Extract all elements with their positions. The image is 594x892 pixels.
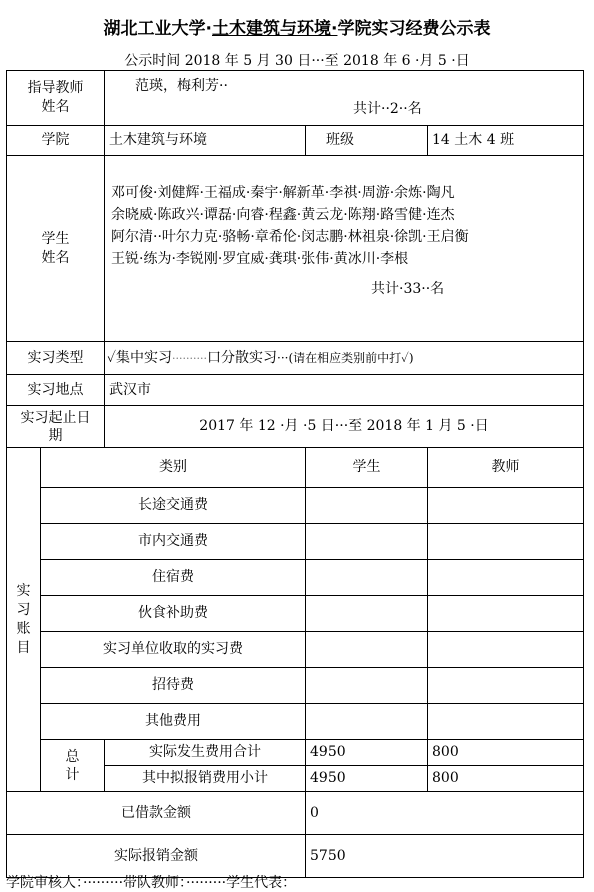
account-row (7, 560, 584, 596)
title-suffix: 学院实习经费公示表 (337, 19, 491, 39)
period-row (7, 406, 584, 448)
advisor-label-line1: 指导教师 (27, 80, 84, 96)
option-concentrated: ✓集中实习 (107, 349, 173, 366)
student-names-line: 邓可俊·刘健辉·王福成·秦宇·解新革·李祺·周游·余炼·陶凡 (111, 185, 455, 201)
account-teacher-cell (428, 560, 584, 596)
borrowed-label: 已借款金额 (7, 792, 306, 835)
account-name: 住宿费 (41, 560, 306, 596)
account-teacher-cell (428, 632, 584, 668)
subtotal-student-value: 4950 (306, 766, 428, 792)
account-row (7, 668, 584, 704)
students-label-line1: 学生 (41, 230, 70, 247)
period-value: 2017 年 12 ·月 ·5 日···至 2018 年 1 月 5 ·日 (105, 406, 584, 448)
document-title (0, 14, 594, 39)
account-row (7, 632, 584, 668)
total-char: 总 (65, 748, 80, 765)
expense-table (6, 70, 584, 878)
side-char: 实 (16, 582, 31, 599)
college-label: 学院 (7, 126, 105, 156)
account-student-cell (306, 704, 428, 740)
location-label: 实习地点 (7, 375, 105, 406)
side-char: 账 (16, 620, 31, 637)
period-label-line2: 期 (48, 427, 63, 444)
college-row (7, 126, 584, 156)
location-row (7, 375, 584, 406)
header-teacher: 教师 (428, 448, 584, 488)
college-value: 土木建筑与环境 (105, 126, 306, 156)
option-dots: ·········· (172, 351, 207, 365)
account-student-cell (306, 596, 428, 632)
borrowed-value: 0 (306, 792, 584, 835)
side-char: 目 (16, 639, 31, 656)
advisor-value-cell (105, 71, 584, 126)
borrowed-row (7, 792, 584, 835)
students-value-cell (105, 156, 584, 342)
students-label-line2: 姓名 (41, 249, 70, 266)
student-names-line: 阿尔清··叶尔力克·骆畅·章希伦·闵志鹏·林祖泉·徐凯·王启衡 (111, 229, 469, 245)
accounts-side-label (7, 448, 41, 792)
total-char: 计 (65, 766, 80, 783)
account-teacher-cell (428, 704, 584, 740)
reimbursed-value: 5750 (306, 835, 584, 878)
student-names (109, 156, 579, 270)
class-value: 14 土木 4 班 (428, 126, 584, 156)
title-prefix: 湖北工业大学· (103, 19, 212, 39)
students-count: 共计·33··名 (371, 281, 445, 297)
signature-line: 学院审核人：·········带队教师：·········学生代表： (6, 875, 297, 891)
students-label-cell (7, 156, 105, 342)
advisor-names: 范瑛，梅利芳·· (135, 78, 228, 94)
student-names-line: 王锐·练为·李锐刚·罗宜威·龚琪·张伟·黄冰川·李根 (111, 251, 409, 267)
account-name: 实习单位收取的实习费 (41, 632, 306, 668)
header-student: 学生 (306, 448, 428, 488)
practice-type-row (7, 342, 584, 375)
total-name: 实际发生费用合计 (105, 740, 306, 766)
account-student-cell (306, 488, 428, 524)
title-college: 土木建筑与环境· (212, 19, 338, 39)
practice-type-note: ···(请在相应类别前中打✓) (277, 350, 414, 365)
reimbursed-label: 实际报销金额 (7, 835, 306, 878)
account-row (7, 704, 584, 740)
account-name: 长途交通费 (41, 488, 306, 524)
account-teacher-cell (428, 668, 584, 704)
account-student-cell (306, 560, 428, 596)
side-char: 习 (16, 601, 31, 618)
accounts-header-row (7, 448, 584, 488)
practice-type-label: 实习类型 (7, 342, 105, 375)
subtotal-teacher-value: 800 (428, 766, 584, 792)
account-teacher-cell (428, 524, 584, 560)
account-student-cell (306, 632, 428, 668)
account-teacher-cell (428, 488, 584, 524)
account-row (7, 524, 584, 560)
subtotal-name: 其中拟报销费用小计 (105, 766, 306, 792)
period-label-cell (7, 406, 105, 448)
advisor-label-line2: 姓名 (41, 99, 70, 115)
total-teacher-value: 800 (428, 740, 584, 766)
publish-time: 公示时间 2018 年 5 月 30 日···至 2018 年 6 ·月 5 ·日 (124, 53, 470, 69)
total-student-value: 4950 (306, 740, 428, 766)
account-name: 其他费用 (41, 704, 306, 740)
students-row (7, 156, 584, 342)
account-row (7, 596, 584, 632)
class-label: 班级 (306, 126, 428, 156)
account-name: 伙食补助费 (41, 596, 306, 632)
account-row (7, 488, 584, 524)
advisor-count: 共计··2··名 (353, 101, 422, 117)
account-student-cell (306, 524, 428, 560)
header-category: 类别 (41, 448, 306, 488)
account-teacher-cell (428, 596, 584, 632)
account-name: 招待费 (41, 668, 306, 704)
account-student-cell (306, 668, 428, 704)
advisor-label-cell (7, 71, 105, 126)
period-label-line1: 实习起止日 (20, 409, 91, 426)
location-value: 武汉市 (105, 375, 584, 406)
total-label (41, 740, 105, 792)
practice-type-value (105, 342, 584, 375)
advisor-row (7, 71, 584, 126)
account-name: 市内交通费 (41, 524, 306, 560)
total-row (7, 740, 584, 766)
student-names-line: 余晓威·陈政兴·谭磊·向睿·程鑫·黄云龙·陈翔·路雪健·连杰 (111, 207, 455, 223)
option-dispersed: 口分散实习 (207, 349, 277, 366)
